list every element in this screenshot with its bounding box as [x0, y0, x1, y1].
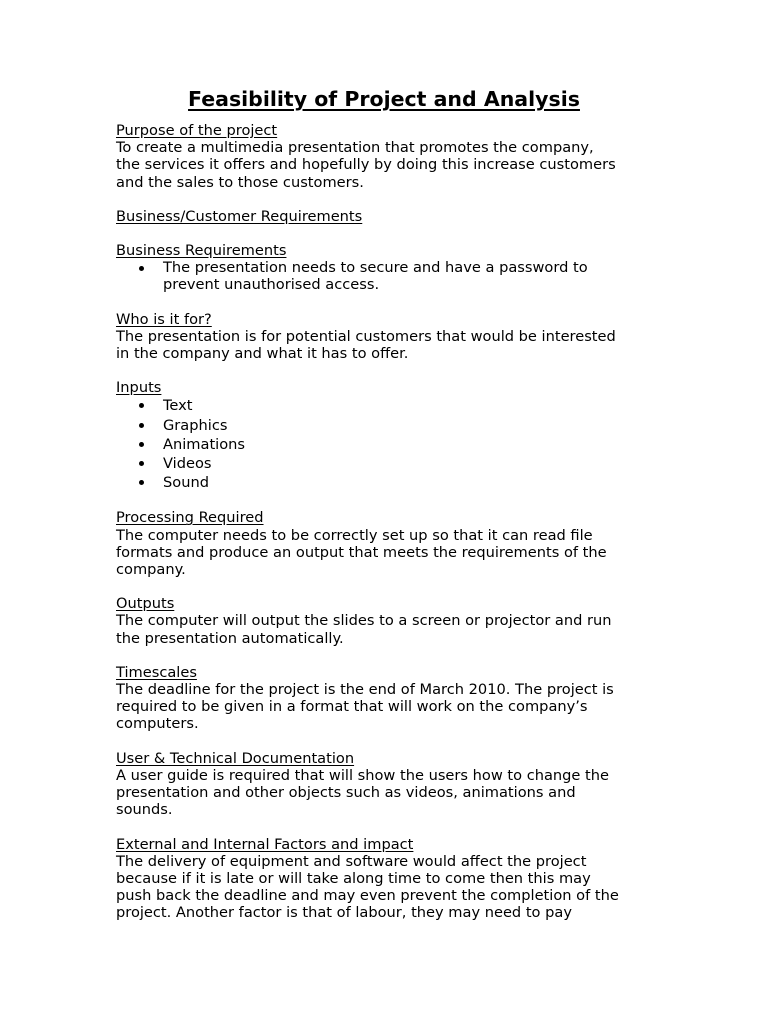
- text-line: The computer needs to be correctly set up so that it can read file: [116, 526, 593, 544]
- section-heading-inputs: Inputs: [116, 379, 162, 397]
- section-inputs: [116, 379, 656, 492]
- text-line: The presentation needs to secure and have a password to: [163, 259, 588, 277]
- list-item: [163, 396, 656, 415]
- paragraph-documentation: [116, 767, 656, 819]
- section-heading-documentation: User & Technical Documentation: [116, 749, 355, 767]
- text-line: computers.: [116, 715, 199, 733]
- text-line: The delivery of equipment and software would affect the project: [116, 852, 587, 870]
- section-timescales: [116, 664, 656, 733]
- section-heading-processing: Processing Required: [116, 509, 264, 527]
- text-line: A user guide is required that will show the users how to change the: [116, 766, 609, 784]
- text-line: The computer will output the slides to a screen or projector and run: [116, 612, 612, 630]
- inputs-list: [116, 396, 656, 492]
- section-business-customer: [116, 208, 656, 225]
- list-item: [163, 259, 656, 293]
- document-page: [116, 86, 656, 922]
- section-heading-factors: External and Internal Factors and impact: [116, 835, 414, 853]
- section-heading-timescales: Timescales: [116, 663, 197, 681]
- text-line: in the company and what it has to offer.: [116, 345, 409, 363]
- text-line: project. Another factor is that of labour, they may need to pay: [116, 904, 572, 922]
- paragraph-who: [116, 328, 656, 362]
- bullet-icon: [139, 423, 144, 428]
- business-requirements-list: [116, 259, 656, 293]
- paragraph-purpose: [116, 139, 656, 191]
- section-purpose: [116, 122, 656, 191]
- section-documentation: [116, 750, 656, 819]
- section-outputs: [116, 595, 656, 647]
- section-processing: [116, 509, 656, 578]
- text-line: push back the deadline and may even prevent the completion of the: [116, 887, 619, 905]
- text-line: The deadline for the project is the end of March 2010. The project is: [116, 681, 614, 699]
- bullet-icon: [139, 266, 144, 271]
- section-business-requirements: [116, 242, 656, 294]
- text-line: because if it is late or will take along time to come then this may: [116, 869, 591, 887]
- text-line: sounds.: [116, 801, 173, 819]
- list-item: [163, 416, 656, 435]
- section-heading-who: Who is it for?: [116, 310, 212, 328]
- text-line: presentation and other objects such as videos, animations and: [116, 784, 576, 802]
- text-line: To create a multimedia presentation that promotes the company,: [116, 139, 594, 157]
- section-heading-outputs: Outputs: [116, 595, 175, 613]
- paragraph-outputs: [116, 612, 656, 646]
- paragraph-timescales: [116, 681, 656, 733]
- list-item-label: Animations: [163, 435, 246, 453]
- text-line: the presentation automatically.: [116, 629, 344, 647]
- text-line: prevent unauthorised access.: [163, 276, 380, 294]
- section-heading-business-requirements: Business Requirements: [116, 242, 287, 260]
- bullet-icon: [139, 403, 144, 408]
- section-heading-purpose: Purpose of the project: [116, 122, 278, 139]
- list-item: [163, 473, 656, 492]
- paragraph-processing: [116, 527, 656, 579]
- list-item-label: Videos: [163, 455, 212, 473]
- section-factors: [116, 836, 656, 922]
- bullet-icon: [139, 442, 144, 447]
- text-line: the services it offers and hopefully by doing this increase customers: [116, 156, 616, 174]
- bullet-icon: [139, 480, 144, 485]
- section-heading-business-customer: Business/Customer Requirements: [116, 207, 363, 225]
- list-item: [163, 435, 656, 454]
- text-line: and the sales to those customers.: [116, 173, 364, 191]
- list-item-label: Text: [163, 397, 193, 415]
- text-line: formats and produce an output that meets the requirements of the: [116, 543, 607, 561]
- page-title: Feasibility of Project and Analysis: [188, 87, 580, 111]
- text-line: company.: [116, 561, 186, 579]
- list-item-label: Graphics: [163, 416, 228, 434]
- text-line: The presentation is for potential customers that would be interested: [116, 327, 616, 345]
- paragraph-factors: [116, 853, 656, 922]
- list-item-label: Sound: [163, 474, 209, 492]
- section-who: [116, 311, 656, 363]
- list-item: [163, 454, 656, 473]
- text-line: required to be given in a format that will work on the company’s: [116, 698, 588, 716]
- bullet-icon: [139, 461, 144, 466]
